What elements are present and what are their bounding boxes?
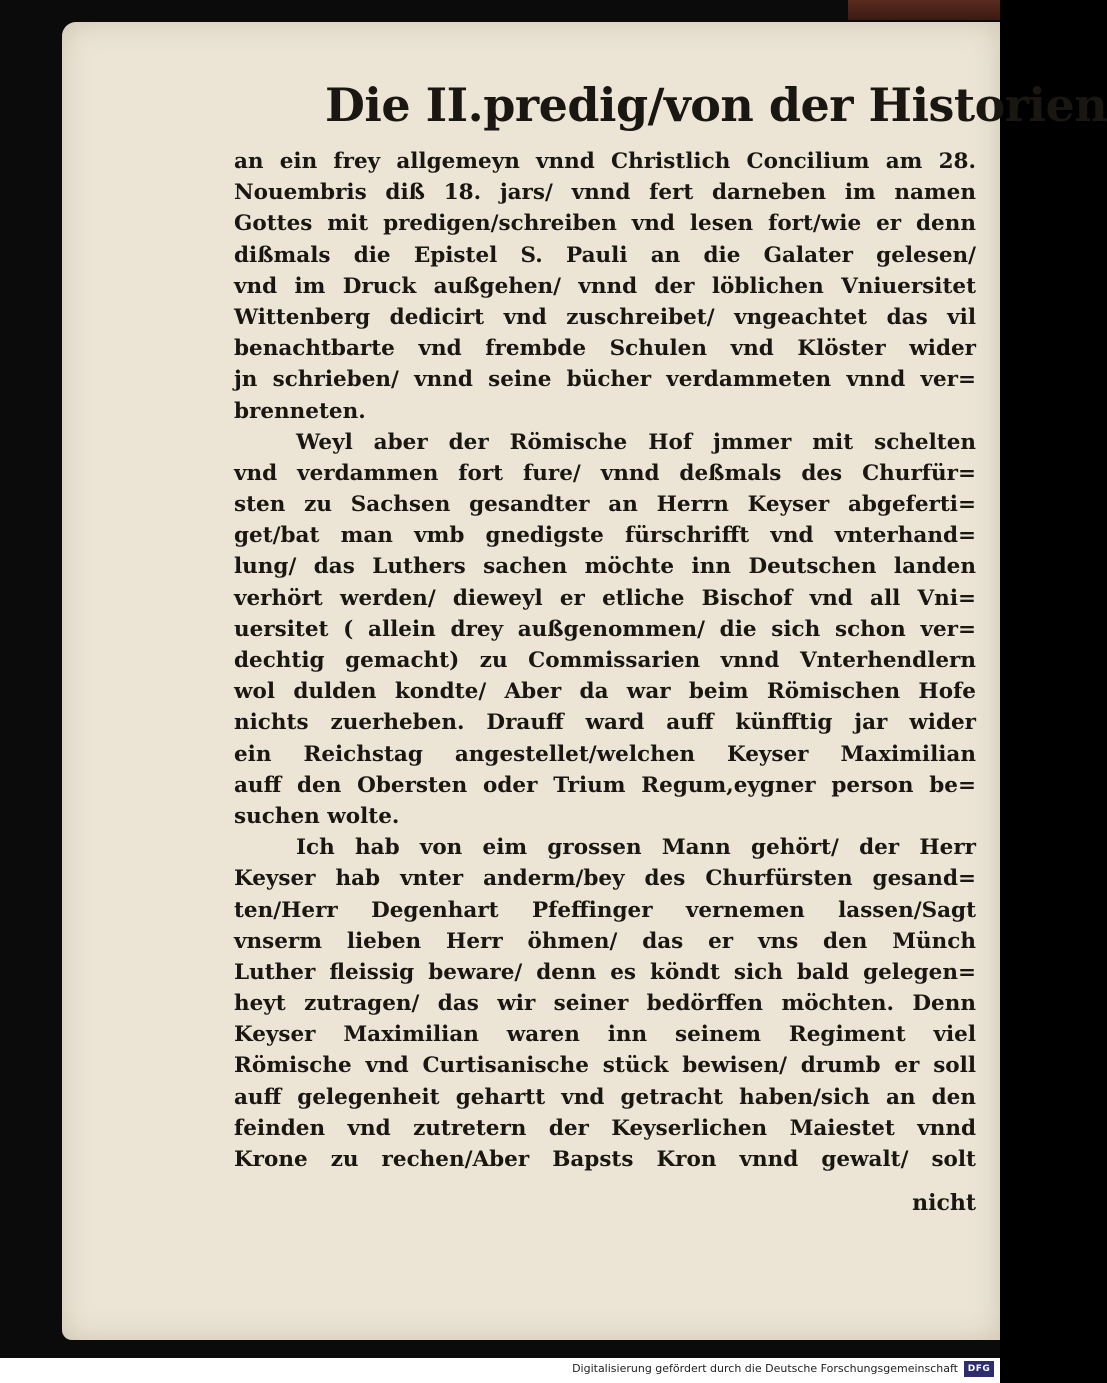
text-line: wol dulden kondte/ Aber da war beim Römischen Hofe [234,679,976,705]
text-line: auff gelegenheit gehartt vnd getracht haben/sich an den [234,1084,976,1110]
text-line: Nouembris diß 18. jars/ vnnd fert darneben im namen [234,180,976,206]
book-edge [848,0,1000,20]
text-line: Keyser hab vnter anderm/bey des Churfürsten gesand= [234,866,976,892]
text-line: Römische vnd Curtisanische stück bewisen/ drumb er soll [234,1053,976,1079]
dfg-logo-icon: DFG [964,1361,994,1377]
text-line: dißmals die Epistel S. Pauli an die Galater gelesen/ [234,242,976,268]
text-line: benachtbarte vnd frembde Schulen vnd Klöster wider [234,336,976,362]
text-line: ten/Herr Degenhart Pfeffinger vernemen lassen/Sagt [234,897,976,923]
text-line: Weyl aber der Römische Hof jmmer mit schelten [296,429,976,455]
text-line: Keyser Maximilian waren inn seinem Regiment viel [234,1022,976,1048]
text-line: an ein frey allgemeyn vnnd Christlich Concilium am 28. [234,149,976,174]
text-line: vnserm lieben Herr öhmen/ das er vns den Münch [234,928,976,954]
running-head: Die II.predig/von der Historien [325,78,1107,132]
text-line: ein Reichstag angestellet/welchen Keyser Maximilian [234,741,976,767]
text-line: jn schrieben/ vnnd seine bücher verdammeten vnnd ver= [234,367,976,393]
text-line: vnd im Druck außgehen/ vnnd der löblichen Vniuersitet [234,273,976,299]
text-line: get/bat man vmb gnedigste fürschrifft vnd vnterhand= [234,523,976,549]
text-line: feinden vnd zutretern der Keyserlichen Maiestet vnnd [234,1115,976,1141]
text-line: auff den Obersten oder Trium Regum,eygner person be= [234,772,976,798]
text-line: vnd verdammen fort fure/ vnnd deßmals des Churfür= [234,460,976,486]
text-line: Gottes mit predigen/schreiben vnd lesen fort/wie er denn [234,211,976,237]
text-line: sten zu Sachsen gesandter an Herrn Keyser abgeferti= [234,492,976,518]
text-line: nichts zuerheben. Drauff ward auff künfftig jar wider [234,710,976,736]
text-line: Luther fleissig beware/ denn es köndt sich bald gelegen= [234,959,976,985]
text-line: heyt zutragen/ das wir seiner bedörffen möchten. Denn [234,991,976,1017]
text-line: Ich hab von eim grossen Mann gehört/ der Herr [296,835,976,861]
text-line: verhört werden/ dieweyl er etliche Bischof vnd all Vni= [234,585,976,611]
funding-notice: Digitalisierung gefördert durch die Deutsche Forschungsgemeinschaft [572,1362,958,1375]
body-text [234,146,976,1175]
text-line: Krone zu rechen/Aber Bapsts Kron vnnd gewalt/ solt [234,1147,976,1172]
footer-bar [0,1358,1000,1383]
text-line: brenneten. [234,398,366,424]
text-line: uersitet ( allein drey außgenommen/ die sich schon ver= [234,616,976,642]
text-line: suchen wolte. [234,803,400,829]
text-line: lung/ das Luthers sachen möchte inn Deutschen landen [234,554,976,580]
text-line: dechtig gemacht) zu Commissarien vnnd Vnterhendlern [234,648,976,673]
text-line: Wittenberg dedicirt vnd zuschreibet/ vngeachtet das vil [234,304,976,330]
catchword: nicht [912,1190,976,1216]
